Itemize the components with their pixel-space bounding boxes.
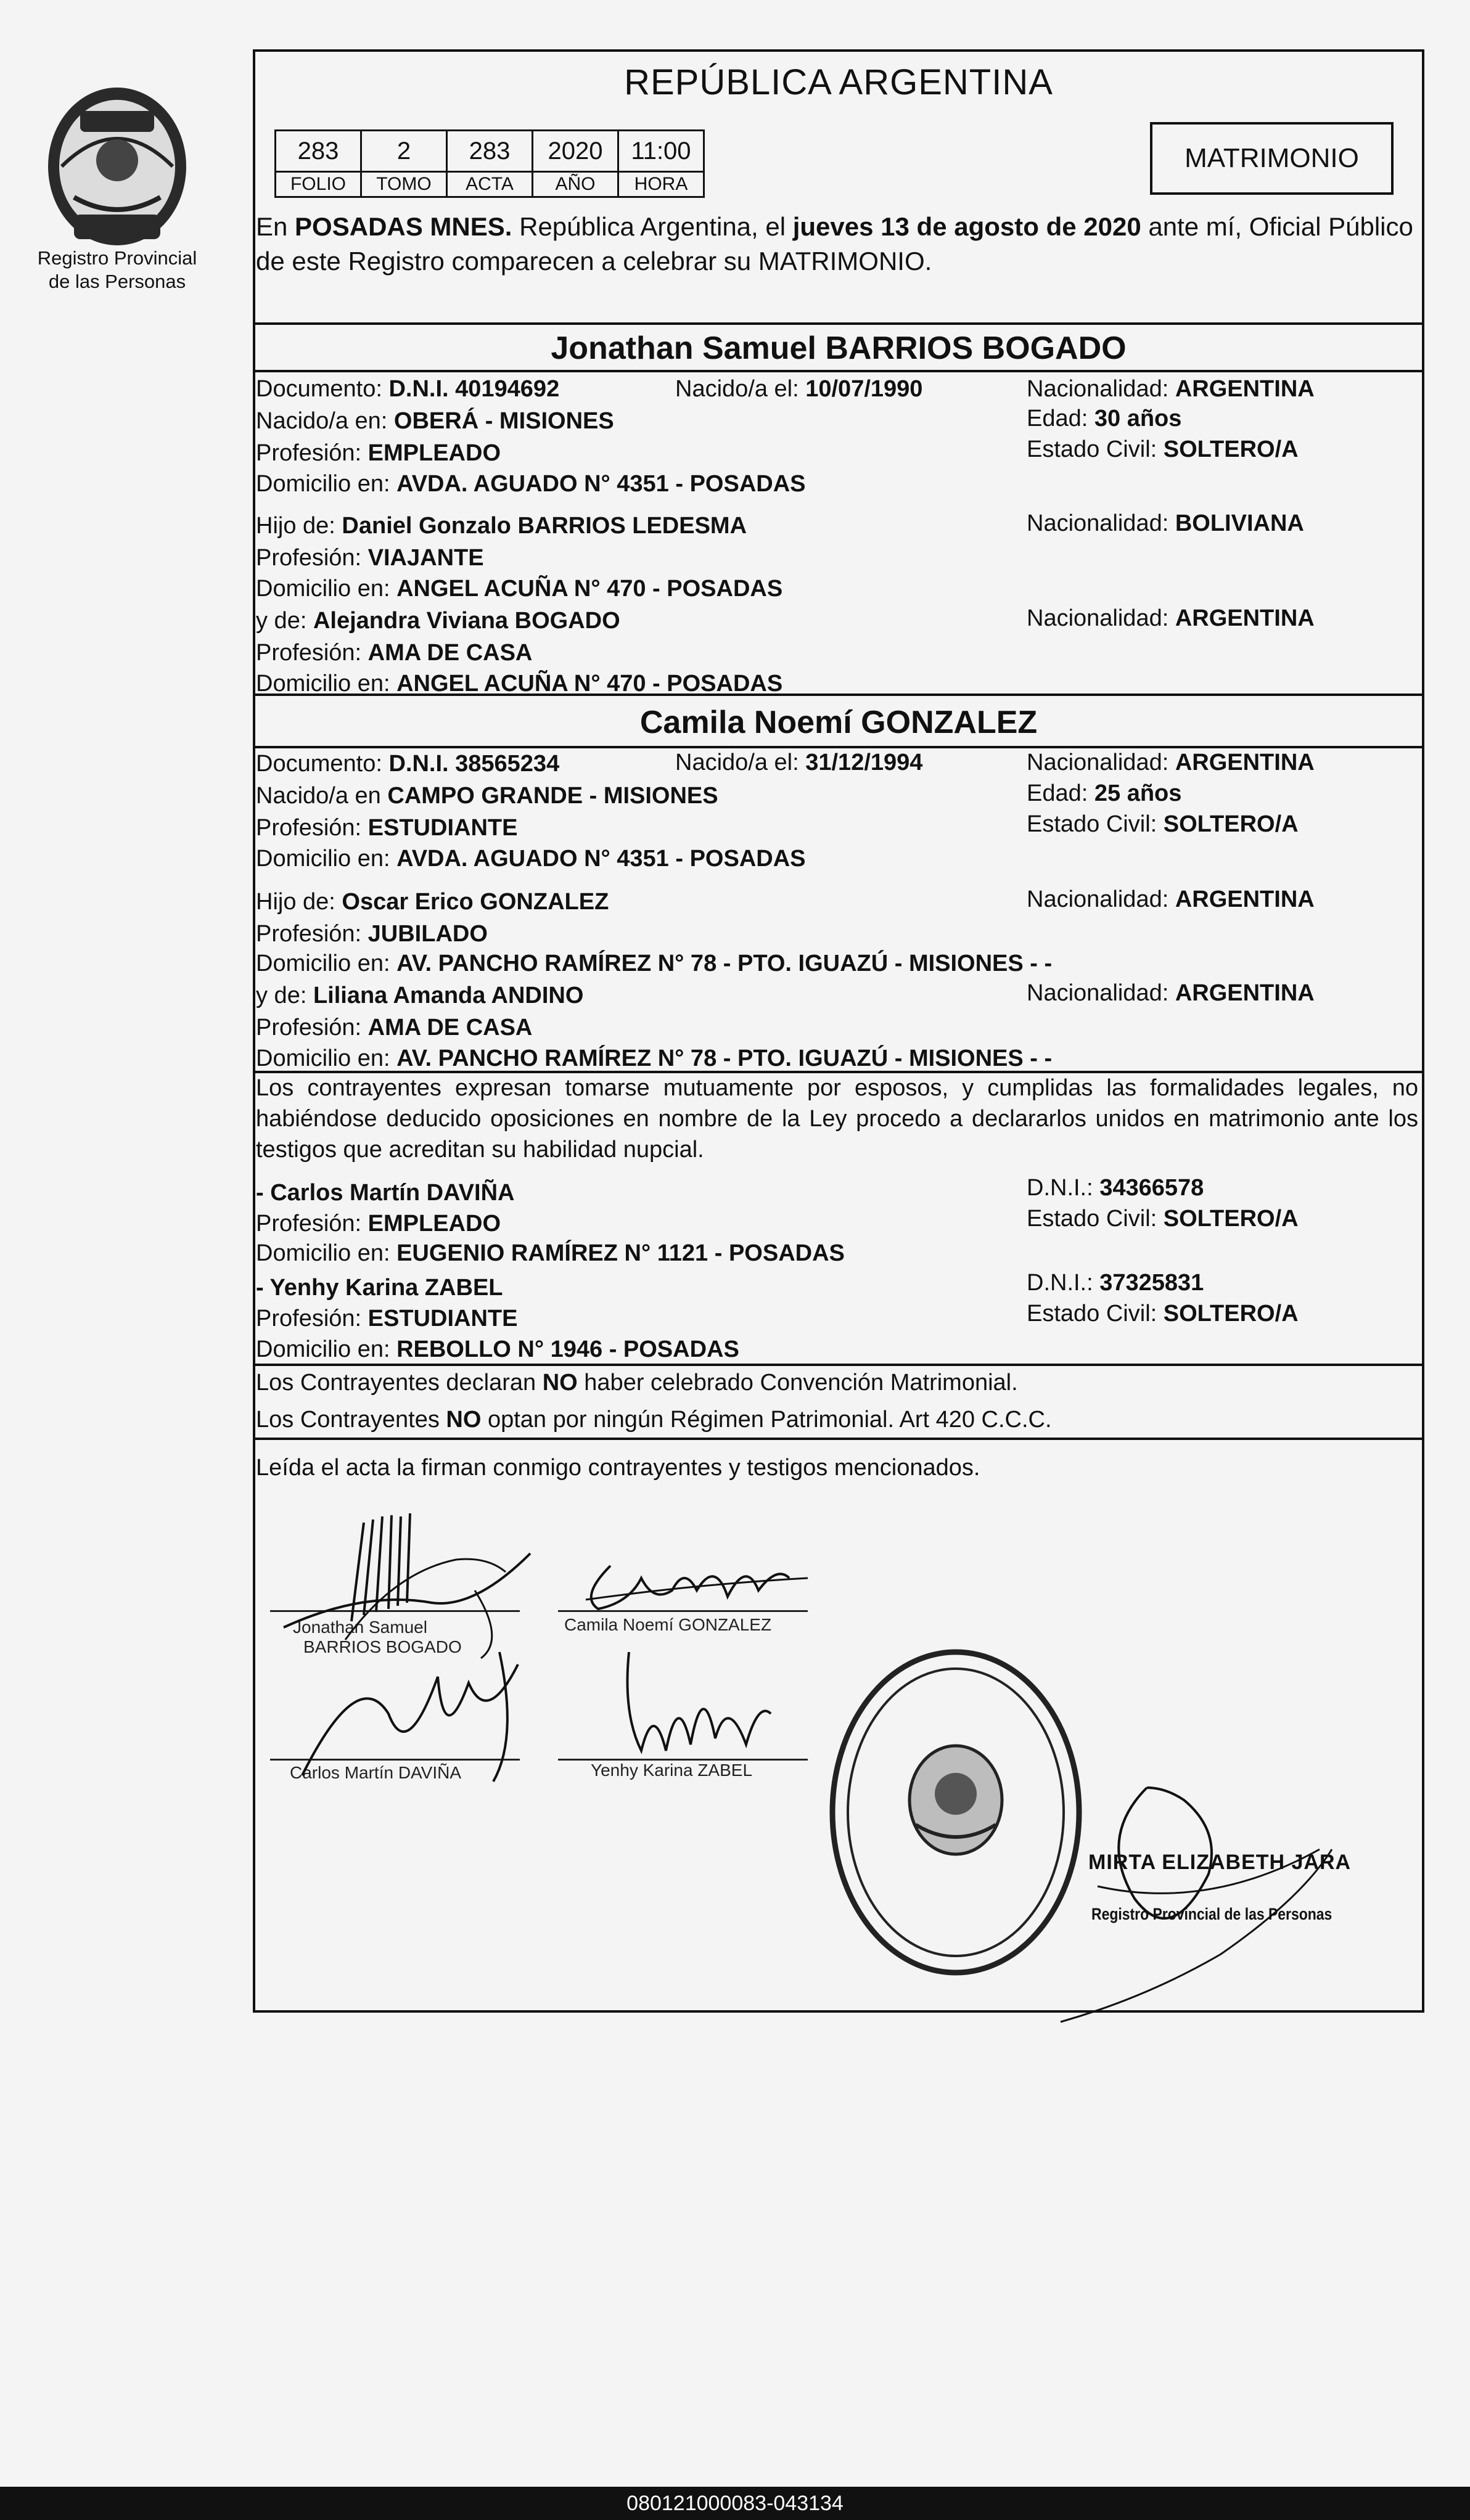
divider xyxy=(253,370,1424,372)
label: Profesión: xyxy=(256,440,368,466)
label: Profesión: xyxy=(256,1015,368,1041)
spouse1-document xyxy=(256,376,559,403)
officer-signature-icon xyxy=(1024,1763,1344,2034)
spouse1-mother xyxy=(256,608,620,634)
value: AV. PANCHO RAMÍREZ N° 78 - PTO. IGUAZÚ - MISIONES - - xyxy=(396,951,1053,976)
value: CAMPO GRANDE - MISIONES xyxy=(387,783,718,809)
spouse1-father-nationality xyxy=(1027,510,1304,537)
value: SOLTERO/A xyxy=(1163,1301,1299,1327)
label: Profesión: xyxy=(256,640,368,666)
witness1-address xyxy=(256,1240,845,1267)
value: OBERÁ - MISIONES xyxy=(393,408,614,434)
value: SOLTERO/A xyxy=(1163,1206,1299,1232)
registry-logo xyxy=(37,74,197,259)
spouse2-father-profession xyxy=(256,921,488,947)
label: Estado Civil: xyxy=(1027,436,1164,462)
spouse1-profession xyxy=(256,440,501,467)
value: Alejandra Viviana BOGADO xyxy=(313,608,620,634)
spouse2-father-nationality xyxy=(1027,886,1315,913)
label: D.N.I.: xyxy=(1027,1175,1100,1201)
regime-statement xyxy=(256,1407,1052,1433)
value: SOLTERO/A xyxy=(1163,811,1299,837)
label: Profesión: xyxy=(256,921,368,947)
divider xyxy=(253,746,1424,748)
value: AVDA. AGUADO N° 4351 - POSADAS xyxy=(396,846,806,872)
value: AV. PANCHO RAMÍREZ N° 78 - PTO. IGUAZÚ - MISIONES - - xyxy=(396,1045,1053,1071)
divider xyxy=(253,1364,1424,1366)
intro-place: POSADAS MNES. xyxy=(295,212,512,241)
spouse2-signature-label: Camila Noemí GONZALEZ xyxy=(564,1615,772,1634)
spouse1-signature-label-line2: BARRIOS BOGADO xyxy=(303,1637,462,1656)
spouse2-mother-nationality xyxy=(1027,980,1315,1007)
label: Hijo de: xyxy=(256,513,342,539)
record-number-table xyxy=(274,129,705,198)
acta-value: 283 xyxy=(447,131,533,172)
value: ESTUDIANTE xyxy=(368,1306,518,1332)
spouse1-father-address xyxy=(256,576,782,602)
value: AMA DE CASA xyxy=(368,640,533,666)
registry-caption-line1: Registro Provincial xyxy=(37,247,197,269)
label: Nacionalidad: xyxy=(1027,886,1175,912)
witness1-civil-status xyxy=(1027,1206,1299,1232)
spouse2-signature-icon xyxy=(573,1541,820,1621)
value: EMPLEADO xyxy=(368,440,501,466)
label: Domicilio en: xyxy=(256,1045,397,1071)
divider xyxy=(253,322,1424,325)
label: Nacionalidad: xyxy=(1027,510,1175,536)
witness2-civil-status xyxy=(1027,1301,1299,1327)
label: Profesión: xyxy=(256,1306,368,1332)
spouse1-signature-icon xyxy=(271,1498,530,1658)
witness2-profession xyxy=(256,1306,517,1332)
officer-name: MIRTA ELIZABETH JARA xyxy=(1088,1851,1352,1874)
value: AMA DE CASA xyxy=(368,1015,533,1041)
label: Nacido/a en: xyxy=(256,408,394,434)
label: Nacido/a en xyxy=(256,783,388,809)
label: Estado Civil: xyxy=(1027,811,1164,837)
spouse2-father-address xyxy=(256,951,1052,977)
province-seal-icon xyxy=(37,74,197,259)
value: AVDA. AGUADO N° 4351 - POSADAS xyxy=(396,471,806,497)
text: haber celebrado Convención Matrimonial. xyxy=(577,1370,1018,1396)
witness1-profession xyxy=(256,1211,501,1237)
value: 34366578 xyxy=(1099,1175,1204,1201)
label: Domicilio en: xyxy=(256,671,397,697)
value: VIAJANTE xyxy=(368,545,484,571)
spouse2-document xyxy=(256,751,559,777)
witness2-address xyxy=(256,1336,739,1363)
text: Los Contrayentes declaran xyxy=(256,1370,543,1396)
spouse2-profession xyxy=(256,815,517,841)
intro-paragraph xyxy=(256,210,1421,279)
value: 30 años xyxy=(1094,406,1182,432)
label: Estado Civil: xyxy=(1027,1301,1164,1327)
value: ANGEL ACUÑA N° 470 - POSADAS xyxy=(396,576,783,602)
witness1-name: - Carlos Martín DAVIÑA xyxy=(256,1180,515,1206)
intro-text: ante mí, Oficial Público de este Registro comparecen a celebrar su MATRIMONIO. xyxy=(256,212,1413,276)
spouse1-mother-address xyxy=(256,671,782,697)
time-label: HORA xyxy=(618,172,704,197)
label: Estado Civil: xyxy=(1027,1206,1164,1232)
value: ARGENTINA xyxy=(1175,605,1315,631)
value: 31/12/1994 xyxy=(805,750,923,775)
folio-value: 283 xyxy=(276,131,361,172)
value: ARGENTINA xyxy=(1175,980,1315,1006)
label: Documento: xyxy=(256,751,389,777)
value: ESTUDIANTE xyxy=(368,815,518,841)
label: Profesión: xyxy=(256,1211,368,1237)
spouse1-nationality xyxy=(1027,376,1315,403)
label: Documento: xyxy=(256,376,389,402)
label: Nacionalidad: xyxy=(1027,376,1175,402)
registry-caption xyxy=(18,247,216,293)
witness1-signature-icon xyxy=(284,1640,530,1788)
intro-text: En xyxy=(256,212,295,241)
tomo-value: 2 xyxy=(361,131,447,172)
value: ARGENTINA xyxy=(1175,886,1315,912)
value: BOLIVIANA xyxy=(1175,510,1304,536)
value: 25 años xyxy=(1094,780,1182,806)
label: Profesión: xyxy=(256,545,368,571)
spouse2-father xyxy=(256,889,609,915)
text: NO xyxy=(446,1407,482,1433)
value: Liliana Amanda ANDINO xyxy=(313,983,584,1008)
convention-statement xyxy=(256,1370,1018,1396)
spouse1-birth-place xyxy=(256,408,614,435)
year-value: 2020 xyxy=(533,131,618,172)
acta-label: ACTA xyxy=(447,172,533,197)
page-title: REPÚBLICA ARGENTINA xyxy=(624,62,1053,102)
spouse1-birth-date xyxy=(675,376,922,403)
value: Daniel Gonzalo BARRIOS LEDESMA xyxy=(342,513,747,539)
value: JUBILADO xyxy=(368,921,488,947)
spouse2-birth-place xyxy=(256,783,718,809)
label: Nacionalidad: xyxy=(1027,605,1175,631)
spouse2-nationality xyxy=(1027,750,1315,776)
label: Domicilio en: xyxy=(256,846,397,872)
label: Edad: xyxy=(1027,406,1094,432)
label: Domicilio en: xyxy=(256,951,397,976)
label: Edad: xyxy=(1027,780,1094,806)
value: EUGENIO RAMÍREZ N° 1121 - POSADAS xyxy=(396,1240,845,1266)
value: D.N.I. 38565234 xyxy=(388,751,560,777)
text: optan por ningún Régimen Patrimonial. Art 420 C.C.C. xyxy=(481,1407,1052,1433)
label: y de: xyxy=(256,983,313,1008)
spouse2-name: Camila Noemí GONZALEZ xyxy=(639,705,1038,740)
label: Nacido/a el: xyxy=(675,376,806,402)
witness1-signature-label: Carlos Martín DAVIÑA xyxy=(290,1763,461,1782)
value: EMPLEADO xyxy=(368,1211,501,1237)
label: Profesión: xyxy=(256,815,368,841)
spouse2-civil-status xyxy=(1027,811,1299,838)
spouse1-father-profession xyxy=(256,545,484,571)
record-type-badge: MATRIMONIO xyxy=(1150,122,1394,195)
witness2-signature-icon xyxy=(604,1640,789,1763)
witness1-dni xyxy=(1027,1175,1204,1201)
value: SOLTERO/A xyxy=(1163,436,1299,462)
witness2-signature-label: Yenhy Karina ZABEL xyxy=(591,1761,753,1780)
label: y de: xyxy=(256,608,313,634)
officer-title: Registro Provincial de las Personas xyxy=(1091,1905,1332,1923)
spouse1-address xyxy=(256,471,806,497)
label: Domicilio en: xyxy=(256,1240,397,1266)
value: ARGENTINA xyxy=(1175,750,1315,775)
label: Domicilio en: xyxy=(256,471,397,497)
label: Hijo de: xyxy=(256,889,342,915)
declaration-paragraph: Los contrayentes expresan tomarse mutuamente por esposos, y cumplidas las formalidades legales, no habiéndose deducido oposiciones en nombre de la Ley procedo a declararlos unidos en matrimonio ante los testigos que acreditan su habilidad nupcial. xyxy=(256,1075,1418,1163)
spouse2-birth-date xyxy=(675,750,922,776)
spouse1-age xyxy=(1027,406,1181,432)
closing-statement: Leída el acta la firman conmigo contrayentes y testigos mencionados. xyxy=(256,1455,980,1481)
label: D.N.I.: xyxy=(1027,1270,1100,1296)
spouse2-mother-profession xyxy=(256,1015,532,1041)
registry-caption-line2: de las Personas xyxy=(48,271,186,292)
value: 10/07/1990 xyxy=(805,376,923,402)
spouse2-mother-address xyxy=(256,1045,1052,1072)
witness2-name: - Yenhy Karina ZABEL xyxy=(256,1275,503,1301)
spouse2-address xyxy=(256,846,806,872)
year-label: AÑO xyxy=(533,172,618,197)
value: Oscar Erico GONZALEZ xyxy=(342,889,609,915)
spouse1-signature-label-line1: Jonathan Samuel xyxy=(293,1618,427,1637)
label: Nacionalidad: xyxy=(1027,980,1175,1006)
intro-date: jueves 13 de agosto de 2020 xyxy=(792,212,1141,241)
spouse2-age xyxy=(1027,780,1181,807)
spouse1-name: Jonathan Samuel BARRIOS BOGADO xyxy=(551,330,1127,366)
tomo-label: TOMO xyxy=(361,172,447,197)
value: D.N.I. 40194692 xyxy=(388,376,560,402)
divider xyxy=(253,1438,1424,1440)
label: Nacionalidad: xyxy=(1027,750,1175,775)
value: 37325831 xyxy=(1099,1270,1204,1296)
spouse2-mother xyxy=(256,983,583,1009)
label: Domicilio en: xyxy=(256,576,397,602)
folio-label: FOLIO xyxy=(276,172,361,197)
intro-text: República Argentina, el xyxy=(512,212,793,241)
time-value: 11:00 xyxy=(618,131,704,172)
spouse1-civil-status xyxy=(1027,436,1299,463)
text: NO xyxy=(542,1370,578,1396)
spouse1-mother-profession xyxy=(256,640,532,666)
spouse1-mother-nationality xyxy=(1027,605,1315,632)
spouse1-father xyxy=(256,513,747,539)
value: REBOLLO N° 1946 - POSADAS xyxy=(396,1336,739,1362)
witness2-dni xyxy=(1027,1270,1204,1296)
text: Los Contrayentes xyxy=(256,1407,446,1433)
document-barcode-number: 080121000083-043134 xyxy=(626,2492,844,2515)
value: ARGENTINA xyxy=(1175,376,1315,402)
label: Domicilio en: xyxy=(256,1336,397,1362)
label: Nacido/a el: xyxy=(675,750,806,775)
value: ANGEL ACUÑA N° 470 - POSADAS xyxy=(396,671,783,697)
